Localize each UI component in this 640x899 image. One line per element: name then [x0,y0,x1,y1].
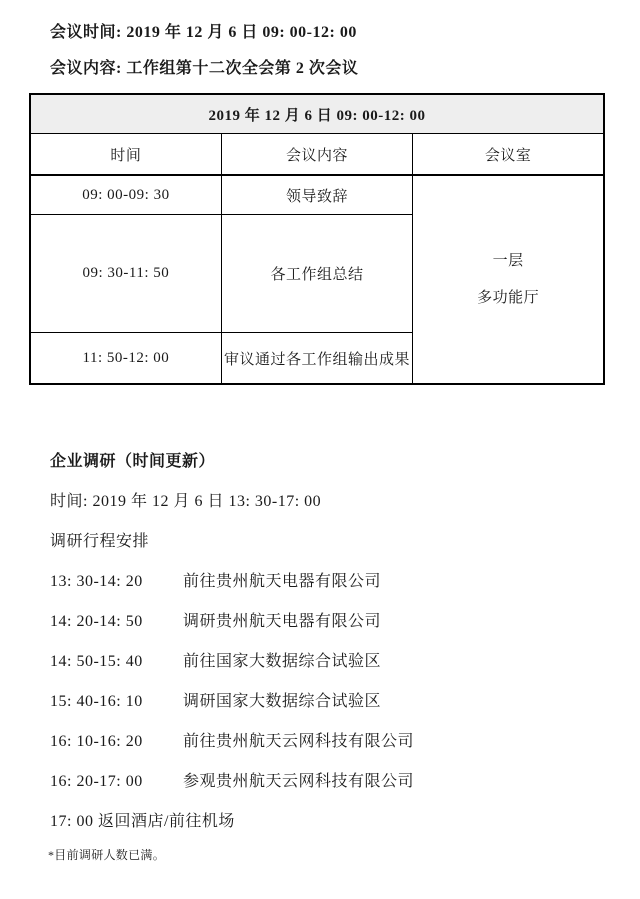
col-header-time: 时间 [30,134,221,176]
cell-time: 11: 50-12: 00 [30,333,221,385]
cell-content: 审议通过各工作组输出成果 [221,333,412,385]
item-activity: 前往国家大数据综合试验区 [183,653,382,670]
col-header-content: 会议内容 [221,134,412,176]
schedule-table [29,93,605,385]
survey-heading: 企业调研（时间更新） [50,453,216,470]
table-row [30,175,604,215]
survey-time-line: 时间: 2019 年 12 月 6 日 13: 30-17: 00 [50,493,322,510]
col-header-room: 会议室 [413,134,604,176]
item-activity: 调研国家大数据综合试验区 [183,693,382,710]
table-title: 2019 年 12 月 6 日 09: 00-12: 00 [30,94,604,134]
room-line-1: 一层 [492,252,524,269]
itinerary-item [50,642,640,682]
table-title-row [30,94,604,134]
return-line: 17: 00 返回酒店/前往机场 [50,813,235,830]
itinerary-item [50,722,640,762]
lead-section [50,15,640,87]
item-activity: 参观贵州航天云网科技有限公司 [183,773,415,790]
survey-section [50,442,640,868]
cell-time: 09: 30-11: 50 [30,215,221,333]
itinerary-item [50,562,640,602]
item-time: 14: 50-15: 40 [50,653,143,670]
item-time: 13: 30-14: 20 [50,573,143,590]
itinerary-item [50,762,640,802]
item-activity: 前往贵州航天云网科技有限公司 [183,733,415,750]
item-time: 15: 40-16: 10 [50,693,143,710]
table-header-row [30,134,604,176]
meeting-content-line: 会议内容: 工作组第十二次全会第 2 次会议 [50,60,359,77]
itinerary-item [50,602,640,642]
footnote: *目前调研人数已满。 [48,848,166,862]
cell-content: 各工作组总结 [221,215,412,333]
cell-room [413,175,604,384]
cell-content: 领导致辞 [221,175,412,215]
cell-time: 09: 00-09: 30 [30,175,221,215]
meeting-time-line: 会议时间: 2019 年 12 月 6 日 09: 00-12: 00 [50,24,357,41]
item-time: 16: 10-16: 20 [50,733,143,750]
itinerary-item [50,682,640,722]
item-activity: 调研贵州航天电器有限公司 [183,613,382,630]
survey-subheading: 调研行程安排 [50,533,150,550]
room-line-2: 多功能厅 [477,289,540,306]
item-time: 16: 20-17: 00 [50,773,143,790]
item-time: 14: 20-14: 50 [50,613,143,630]
item-activity: 前往贵州航天电器有限公司 [183,573,382,590]
